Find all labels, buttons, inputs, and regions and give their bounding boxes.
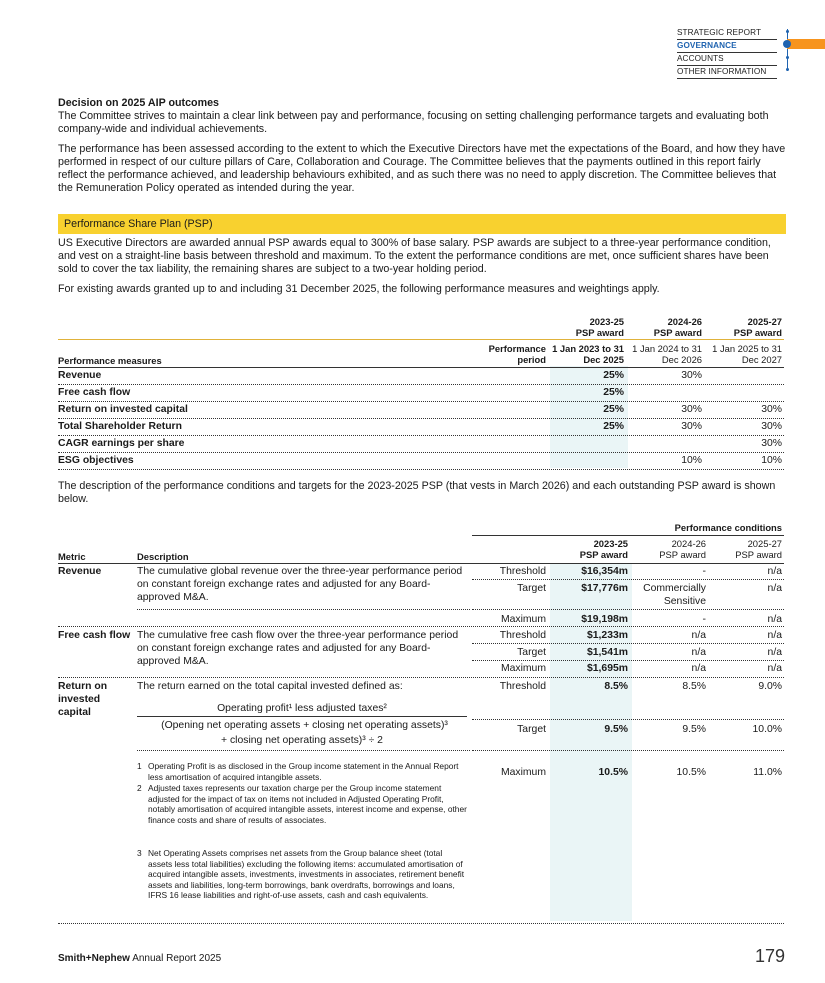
footnote	[137, 848, 472, 922]
row-label: CAGR earnings per share	[58, 438, 185, 449]
cell: 10%	[761, 455, 782, 466]
award-name: 2024-26	[667, 316, 702, 327]
footnote-text: Operating Profit is as disclosed in the Group income statement in the Annual Report less amortisation of acquired intangible assets.	[148, 761, 459, 782]
brand-name: Smith+Nephew	[58, 953, 130, 964]
nav-strategic-report[interactable]: STRATEGIC REPORT	[677, 27, 777, 40]
table-row	[58, 419, 784, 436]
cell: 30%	[681, 421, 702, 432]
cell: 30%	[761, 438, 782, 449]
award-sub: PSP award	[575, 327, 624, 338]
row-divider	[58, 677, 784, 678]
row-divider	[137, 750, 470, 751]
award-header-2	[632, 538, 706, 560]
award-name: 2025-27	[747, 316, 782, 327]
table-row	[58, 385, 784, 402]
award-header-1	[548, 538, 628, 560]
level-label: Target	[517, 583, 546, 594]
cell: n/a	[767, 647, 782, 658]
level-label: Target	[517, 647, 546, 658]
award-header-1	[544, 316, 624, 338]
row-divider	[472, 579, 784, 580]
cell: n/a	[767, 630, 782, 641]
award-name: 2025-27	[747, 538, 782, 549]
footer-brand	[58, 953, 221, 964]
nav-active-dot	[783, 40, 791, 48]
nav-active-marker	[787, 39, 825, 49]
cell: 11.0%	[753, 767, 782, 778]
conditions-rule	[472, 535, 784, 536]
formula-fraction-line	[137, 716, 467, 717]
footnote-text: Adjusted taxes represents our taxation charge per the Group income statement adjusted for the impact of tax on items not included in Adjusted Operating Profit, notably amortisation of acquired intangible assets, interest income and expense, other finance costs and share of results of associates.	[148, 783, 467, 825]
row-divider	[137, 609, 470, 610]
row-divider	[472, 643, 784, 644]
col-description: Description	[137, 551, 189, 562]
psp-band-title: Performance Share Plan (PSP)	[64, 218, 213, 230]
award-header-3	[708, 316, 782, 338]
aip-section	[58, 97, 788, 195]
row-divider	[472, 750, 784, 751]
table-row	[58, 402, 784, 419]
cell: n/a	[767, 566, 782, 577]
cell: 10.0%	[752, 724, 782, 735]
nav-accounts[interactable]: ACCOUNTS	[677, 53, 777, 66]
psp-section-band	[58, 214, 786, 234]
cell: 25%	[603, 421, 624, 432]
level-label: Maximum	[500, 614, 546, 625]
level-label: Threshold	[499, 630, 546, 641]
cell: n/a	[691, 663, 706, 674]
cell: n/a	[691, 647, 706, 658]
formula-denominator-1: (Opening net operating assets + closing net operating assets)³	[161, 720, 448, 731]
period-1: 1 Jan 2023 to 31 Dec 2025	[552, 343, 624, 365]
conditions-table	[58, 520, 784, 925]
nav-governance[interactable]: GOVERNANCE	[677, 40, 777, 53]
cell: 10%	[681, 455, 702, 466]
footnote-number: 1	[137, 761, 142, 771]
psp-paragraph-2: For existing awards granted up to and including 31 December 2025, the following performance measures and weightings apply.	[58, 283, 660, 295]
roic-description: The return earned on the total capital invested defined as:	[137, 681, 403, 692]
nav-other-information[interactable]: OTHER INFORMATION	[677, 66, 777, 79]
level-label: Maximum	[500, 767, 546, 778]
cell: $1,695m	[586, 663, 628, 674]
header-rule	[58, 339, 784, 340]
cell: 10.5%	[598, 767, 628, 778]
award-sub: PSP award	[735, 549, 782, 560]
cell: $1,233m	[586, 630, 628, 641]
period-3: 1 Jan 2025 to 31 Dec 2027	[712, 343, 782, 365]
cell: Commercially Sensitive	[643, 583, 706, 607]
page-number: 179	[754, 946, 785, 966]
perf-conditions-header: Performance conditions	[674, 522, 782, 533]
award-sub: PSP award	[579, 549, 628, 560]
row-divider	[58, 626, 784, 627]
award-sub: PSP award	[733, 327, 782, 338]
table-row	[58, 436, 784, 453]
row-label: Return on invested capital	[58, 404, 188, 415]
footnote-number: 2	[137, 783, 142, 793]
aip-paragraph-2: The performance has been assessed according to the extent to which the Executive Directors have met the expectations of the Board, and how they have performed in respect of our culture pillars of Care, Collaboration and Courage. The Committee believes that the payments outlined in this report fairly reflect the performance achieved, and leadership behaviours exhibited, and as such there was no need to apply discretion. The Committee believes that the Remuneration Policy operated as intended during the year.	[58, 143, 786, 194]
fcf-description: The cumulative free cash flow over the three-year performance period on constant foreign exchange rates and adjusted for any Board-approved M&A.	[137, 630, 459, 667]
report-name: Annual Report 2025	[132, 953, 222, 964]
cell: $16,354m	[581, 566, 628, 577]
psp-paragraph-1: US Executive Directors are awarded annual PSP awards equal to 300% of base salary. PSP awards are subject to a three-year performance condition, and vest on a straight-line basis between threshold and maximum. To the extent the performance conditions are met, once sufficient shares have been sold to cover the tax liability, the remaining shares are subject to a two-year holding period.	[58, 237, 771, 275]
cell: 25%	[603, 387, 624, 398]
metric-roic: Return on invested capital	[58, 681, 108, 718]
level-label: Threshold	[499, 681, 546, 692]
footnote	[137, 761, 472, 783]
cell: -	[702, 614, 706, 625]
cell: $17,776m	[581, 583, 628, 594]
metric-revenue: Revenue	[58, 566, 102, 577]
nav-tick	[786, 56, 789, 59]
formula-numerator: Operating profit¹ less adjusted taxes²	[217, 703, 387, 714]
award-name: 2024-26	[671, 538, 706, 549]
row-label: Revenue	[58, 370, 102, 381]
cell: 9.0%	[758, 681, 782, 692]
cell: n/a	[767, 663, 782, 674]
cell: 25%	[603, 370, 624, 381]
metric-free-cash-flow: Free cash flow	[58, 630, 131, 641]
cell: 10.5%	[676, 767, 706, 778]
cell: -	[702, 566, 706, 577]
cell: 30%	[761, 421, 782, 432]
aip-paragraph-1: The Committee strives to maintain a clear link between pay and performance, focusing on setting challenging performance targets and evaluating both company-wide and individual achievements.	[58, 110, 769, 135]
footnote-text: Net Operating Assets comprises net assets from the Group balance sheet (total assets less total liabilities) excluding the following items: accumulated amortisation of acquired intangible assets, investments, investments in associates, retirement benefit assets and liabilities, long-term borrowings, bank overdrafts, borrowings and loans, IFRS 16 lease liabilities and right-of-use assets, cash and cash equivalents.	[148, 848, 465, 901]
cell: 25%	[603, 404, 624, 415]
award-name: 2023-25	[593, 538, 628, 549]
row-label: Free cash flow	[58, 387, 131, 398]
cell: 30%	[681, 404, 702, 415]
row-divider	[472, 609, 784, 610]
row-divider	[58, 923, 784, 924]
formula-denominator-2: + closing net operating assets)³ ÷ 2	[221, 735, 383, 746]
award-sub: PSP award	[653, 327, 702, 338]
table-row	[58, 368, 784, 385]
row-label: ESG objectives	[58, 455, 134, 466]
cell: 9.5%	[604, 724, 628, 735]
cell: 30%	[681, 370, 702, 381]
level-label: Threshold	[499, 566, 546, 577]
cell: n/a	[691, 630, 706, 641]
footnote	[137, 783, 472, 837]
header-bottom-rule	[58, 563, 784, 564]
footnote-number: 3	[137, 848, 142, 858]
cell: n/a	[767, 614, 782, 625]
weightings-table	[58, 314, 784, 469]
level-label: Target	[517, 724, 546, 735]
section-nav	[677, 27, 777, 79]
cell: 30%	[761, 404, 782, 415]
award-sub: PSP award	[659, 549, 706, 560]
cell: n/a	[767, 583, 782, 594]
cell: 9.5%	[682, 724, 706, 735]
row-divider	[472, 719, 784, 720]
cell: $19,198m	[581, 614, 628, 625]
nav-tick	[786, 30, 789, 33]
period-2: 1 Jan 2024 to 31 Dec 2026	[632, 343, 702, 365]
cell: 8.5%	[604, 681, 628, 692]
nav-track	[787, 29, 788, 71]
row-label: Total Shareholder Return	[58, 421, 182, 432]
nav-tick	[786, 68, 789, 71]
revenue-description: The cumulative global revenue over the three-year performance period on constant foreign exchange rates and adjusted for any Board-approved M&A.	[137, 566, 463, 603]
col-period: Performance period	[488, 343, 546, 365]
cell: $1,541m	[586, 647, 628, 658]
award-header-3	[708, 538, 782, 560]
award-header-2	[628, 316, 702, 338]
col-measures: Performance measures	[58, 355, 162, 366]
col-metric: Metric	[58, 551, 86, 562]
row-divider	[472, 660, 784, 661]
table-row	[58, 453, 784, 470]
psp-text	[58, 237, 788, 296]
description-paragraph: The description of the performance conditions and targets for the 2023-2025 PSP (that vests in March 2026) and each outstanding PSP award is shown below.	[58, 480, 776, 505]
aip-heading: Decision on 2025 AIP outcomes	[58, 97, 219, 109]
level-label: Maximum	[500, 663, 546, 674]
cell: 8.5%	[682, 681, 706, 692]
award-name: 2023-25	[589, 316, 624, 327]
